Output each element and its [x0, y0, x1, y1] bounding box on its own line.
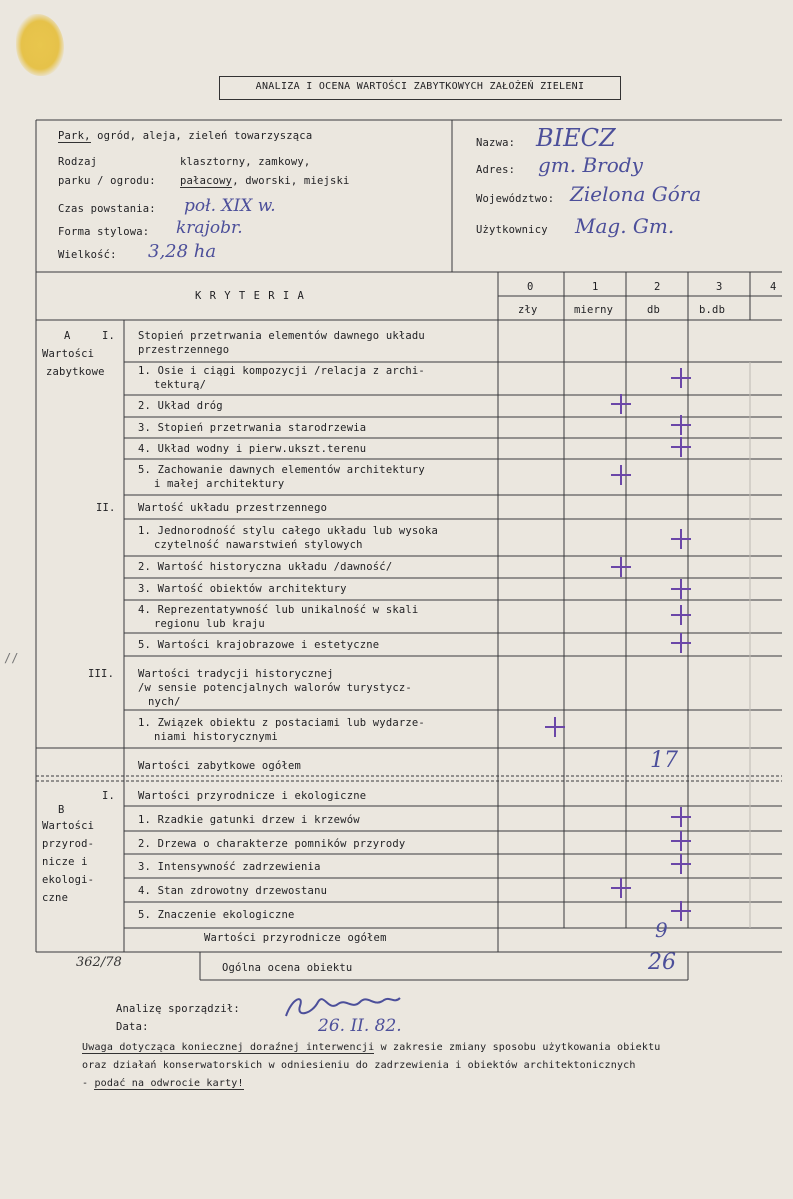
form-title: ANALIZA I OCENA WARTOŚCI ZABYTKOWYCH ZAŁOŻEŃ ZIELENI	[255, 81, 585, 92]
scale-number-0: 0	[527, 281, 534, 293]
score-mark-b-1	[670, 806, 692, 828]
criterion-a2-2: 2. Wartość historyczna układu /dawność/	[138, 561, 393, 573]
criterion-a2-5: 5. Wartości krajobrazowe i estetyczne	[138, 639, 380, 651]
criterion-a1-3: 3. Stopień przetrwania starodrzewia	[138, 422, 367, 434]
wojewodztwo-value: Zielona Góra	[570, 182, 702, 206]
date-value: 26. II. 82.	[318, 1016, 402, 1036]
score-mark-a2-1	[670, 528, 692, 550]
note-line-3	[82, 1078, 244, 1089]
scale-number-3: 3	[716, 281, 723, 293]
forma-label: Forma stylowa:	[58, 226, 150, 238]
rodzaj-other: , dworski, miejski	[232, 175, 350, 187]
section-b-label-5: czne	[42, 892, 69, 904]
score-mark-a2-2	[610, 556, 632, 578]
score-mark-a3-1	[544, 716, 566, 738]
rodzaj-option-line-2	[180, 175, 350, 187]
nazwa-value: BIECZ	[536, 124, 616, 152]
adres-value: gm. Brody	[538, 153, 643, 177]
forma-value: krajobr.	[176, 218, 243, 238]
section-b-total-value: 9	[655, 918, 668, 942]
score-mark-a1-2	[610, 393, 632, 415]
nazwa-label: Nazwa:	[476, 137, 516, 149]
group-3-heading-2: /w sensie potencjalnych walorów turystycz-	[138, 682, 412, 694]
section-b-heading: Wartości przyrodnicze i ekologiczne	[138, 790, 367, 802]
rodzaj-option-line-1: klasztorny, zamkowy,	[180, 156, 311, 168]
criterion-a1-1: 1. Osie i ciągi kompozycji /relacja z archi-	[138, 365, 425, 377]
section-a-total-label: Wartości zabytkowe ogółem	[138, 760, 302, 772]
score-mark-a1-1	[670, 367, 692, 389]
note-rest: w zakresie zmiany sposobu użytkowania obiektu	[374, 1042, 661, 1053]
criterion-b-5: 5. Znaczenie ekologiczne	[138, 909, 295, 921]
form-title-box	[219, 76, 621, 100]
uzytkownicy-label: Użytkownicy	[476, 224, 548, 236]
score-mark-a2-3	[670, 578, 692, 600]
czas-value: poł. XIX w.	[184, 196, 276, 216]
criterion-a1-5-cont: i małej architektury	[154, 478, 285, 490]
score-mark-b-4	[610, 877, 632, 899]
criterion-a3-1: 1. Związek obiektu z postaciami lub wydarze-	[138, 717, 425, 729]
criterion-b-4: 4. Stan zdrowotny drzewostanu	[138, 885, 328, 897]
scale-number-1: 1	[592, 281, 599, 293]
overall-value: 26	[648, 950, 676, 975]
group-2-heading: Wartość układu przestrzennego	[138, 502, 328, 514]
section-a-label-wartosci: Wartości	[42, 348, 95, 360]
score-mark-a1-4	[670, 436, 692, 458]
rodzaj-label-1: Rodzaj	[58, 156, 98, 168]
criterion-a2-4-cont: regionu lub kraju	[154, 618, 265, 630]
criterion-a3-1-cont: niami historycznymi	[154, 731, 278, 743]
section-a-label-zabytkowe: zabytkowe	[46, 366, 105, 378]
note-line-2: oraz działań konserwatorskich w odniesieniu do zadrzewienia i obiektów architektonicznych	[82, 1060, 636, 1071]
group-3-heading-3: nych/	[148, 696, 181, 708]
rodzaj-label-2: parku / ogrodu:	[58, 175, 156, 187]
section-a-roman-2: II.	[96, 502, 116, 514]
rodzaj-selected: pałacowy	[180, 175, 233, 187]
criterion-a2-4: 4. Reprezentatywność lub unikalność w skali	[138, 604, 419, 616]
reference-number: 362/78	[76, 955, 122, 970]
wielkosc-label: Wielkość:	[58, 249, 117, 261]
section-a-letter: A	[64, 330, 71, 342]
note-line-3-underlined: podać na odwrocie karty!	[94, 1078, 244, 1089]
section-b-label-4: ekologi-	[42, 874, 95, 886]
criterion-b-1: 1. Rzadkie gatunki drzew i krzewów	[138, 814, 360, 826]
score-mark-a1-5	[610, 464, 632, 486]
scale-label-db: db	[647, 304, 661, 316]
uzytkownicy-value: Mag. Gm.	[575, 214, 675, 238]
criterion-a1-1-cont: tekturą/	[154, 379, 207, 391]
section-a-total-value: 17	[650, 748, 678, 773]
criterion-a2-1-cont: czytelność nawarstwień stylowych	[154, 539, 363, 551]
park-type-options: ogród, aleja, zieleń towarzysząca	[90, 130, 313, 142]
criterion-a2-3: 3. Wartość obiektów architektury	[138, 583, 347, 595]
note-underlined: Uwaga dotycząca koniecznej doraźnej interwencji	[82, 1042, 375, 1053]
section-b-roman-1: I.	[102, 790, 116, 802]
data-label: Data:	[116, 1021, 149, 1033]
scale-number-2: 2	[654, 281, 661, 293]
section-b-label-2: przyrod-	[42, 838, 95, 850]
group-3-heading-1: Wartości tradycji historycznej	[138, 668, 334, 680]
criterion-a1-5: 5. Zachowanie dawnych elementów architektury	[138, 464, 425, 476]
criterion-a1-2: 2. Układ dróg	[138, 400, 223, 412]
wielkosc-value: 3,28 ha	[148, 241, 217, 262]
wojewodztwo-label: Województwo:	[476, 193, 555, 205]
score-mark-b-2	[670, 830, 692, 852]
park-type-selected: Park,	[58, 130, 91, 142]
group-1-heading-1: Stopień przetrwania elementów dawnego układu	[138, 330, 425, 342]
margin-mark: //	[4, 651, 19, 665]
scale-label-zly: zły	[518, 304, 538, 316]
section-b-letter: B	[58, 804, 65, 816]
score-mark-a2-4	[670, 604, 692, 626]
section-a-roman-3: III.	[88, 668, 115, 680]
czas-label: Czas powstania:	[58, 203, 156, 215]
scale-label-bdb: b.db	[699, 304, 726, 316]
section-a-roman-1: I.	[102, 330, 116, 342]
adres-label: Adres:	[476, 164, 516, 176]
score-mark-b-3	[670, 853, 692, 875]
scale-number-4: 4	[770, 281, 777, 293]
group-1-heading-2: przestrzennego	[138, 344, 230, 356]
note-line-1	[82, 1042, 661, 1053]
note-line-3-prefix: -	[82, 1078, 95, 1089]
section-b-total-label: Wartości przyrodnicze ogółem	[204, 932, 387, 944]
score-mark-a1-3	[670, 414, 692, 436]
analiza-label: Analizę sporządził:	[116, 1003, 240, 1015]
score-mark-b-5	[670, 900, 692, 922]
scale-label-mierny: mierny	[574, 304, 614, 316]
criterion-b-3: 3. Intensywność zadrzewienia	[138, 861, 321, 873]
criterion-a1-4: 4. Układ wodny i pierw.ukszt.terenu	[138, 443, 367, 455]
section-b-label-1: Wartości	[42, 820, 95, 832]
kryteria-heading: K R Y T E R I A	[195, 290, 305, 302]
criterion-a2-1: 1. Jednorodność stylu całego układu lub wysoka	[138, 525, 438, 537]
score-mark-a2-5	[670, 632, 692, 654]
section-b-label-3: nicze i	[42, 856, 88, 868]
park-type-line	[58, 130, 312, 142]
overall-label: Ogólna ocena obiektu	[222, 962, 353, 974]
criterion-b-2: 2. Drzewa o charakterze pomników przyrody	[138, 838, 406, 850]
